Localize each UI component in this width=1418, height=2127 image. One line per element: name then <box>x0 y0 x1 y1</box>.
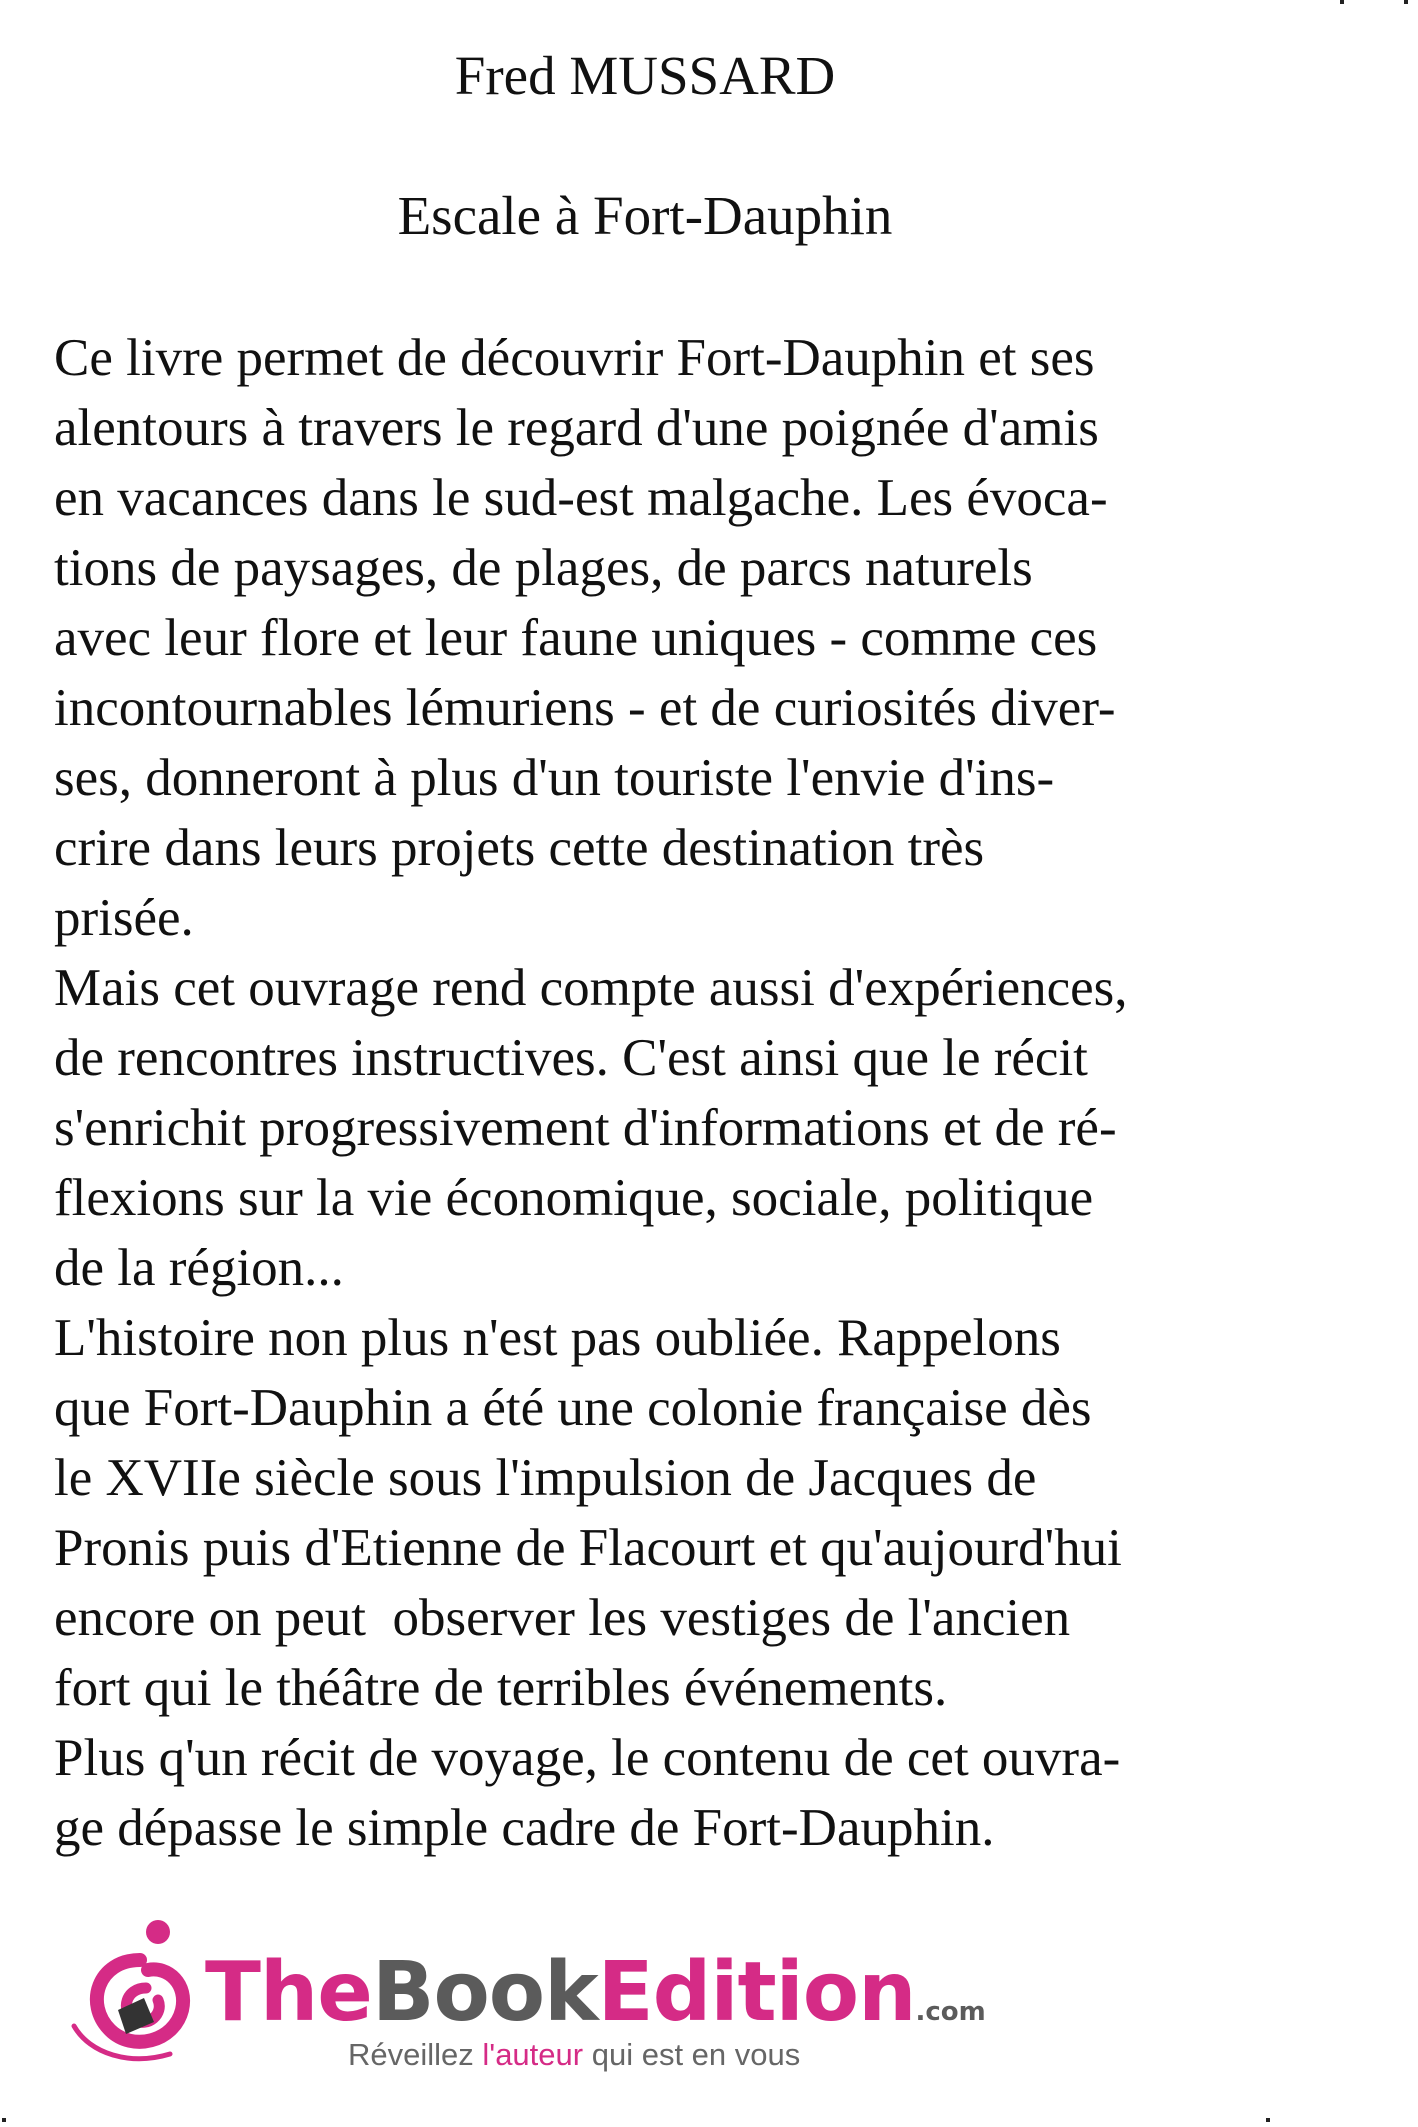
book-title: Escale à Fort-Dauphin <box>397 185 893 246</box>
corner-mark-bottom-right <box>1266 2118 1270 2122</box>
logo-word-the: The <box>205 1945 372 2040</box>
logo-word-edition: Edition <box>597 1945 916 2040</box>
tagline-start: Réveillez <box>348 2037 483 2072</box>
description-line: fort qui le théâtre de terribles événements. <box>54 1659 948 1717</box>
thebookedition-logo <box>70 1918 986 2072</box>
description-line: ses, donneront à plus d'un touriste l'envie d'ins- <box>54 749 1055 807</box>
description-line: Pronis puis d'Etienne de Flacourt et qu'aujourd'hui <box>54 1519 1122 1577</box>
description-line: prisée. <box>54 889 194 947</box>
description-line: encore on peut observer les vestiges de l'ancien <box>54 1589 1071 1647</box>
description-line: Plus q'un récit de voyage, le contenu de cet ouvra- <box>54 1729 1121 1787</box>
logo-tagline <box>348 2038 800 2072</box>
corner-mark-top-right-1 <box>1340 0 1344 4</box>
description-line: que Fort-Dauphin a été une colonie française dès <box>54 1379 1092 1437</box>
description-line: Mais cet ouvrage rend compte aussi d'expériences, <box>54 959 1128 1017</box>
description-line: crire dans leurs projets cette destination très <box>54 819 985 877</box>
description-line: Ce livre permet de découvrir Fort-Dauphin et ses <box>54 329 1095 387</box>
book-description <box>54 323 1394 1863</box>
description-line: avec leur flore et leur faune uniques - comme ces <box>54 609 1098 667</box>
author-name: Fred MUSSARD <box>454 45 836 106</box>
description-line: ge dépasse le simple cadre de Fort-Dauphin. <box>54 1799 995 1857</box>
description-line: incontournables lémuriens - et de curiosités diver- <box>54 679 1116 737</box>
corner-mark-top-right-2 <box>1404 0 1408 4</box>
description-line: tions de paysages, de plages, de parcs naturels <box>54 539 1033 597</box>
tagline-end: qui est en vous <box>583 2037 801 2072</box>
description-line: en vacances dans le sud-est malgache. Les évoca- <box>54 469 1108 527</box>
description-line: flexions sur la vie économique, sociale, politique <box>54 1169 1094 1227</box>
description-line: alentours à travers le regard d'une poignée d'amis <box>54 399 1099 457</box>
corner-mark-bottom-left <box>2 2118 6 2122</box>
description-line: le XVIIe siècle sous l'impulsion de Jacques de <box>54 1449 1037 1507</box>
reader-figure-icon <box>70 1918 200 2068</box>
description-line: de rencontres instructives. C'est ainsi que le récit <box>54 1029 1088 1087</box>
logo-word-book: Book <box>371 1945 598 2040</box>
tagline-accent: l'auteur <box>482 2037 584 2072</box>
description-line: s'enrichit progressivement d'informations et de ré- <box>54 1099 1117 1157</box>
description-line: L'histoire non plus n'est pas oubliée. Rappelons <box>54 1309 1061 1367</box>
logo-word-dotcom: .com <box>915 1997 986 2027</box>
description-line: de la région... <box>54 1239 344 1297</box>
